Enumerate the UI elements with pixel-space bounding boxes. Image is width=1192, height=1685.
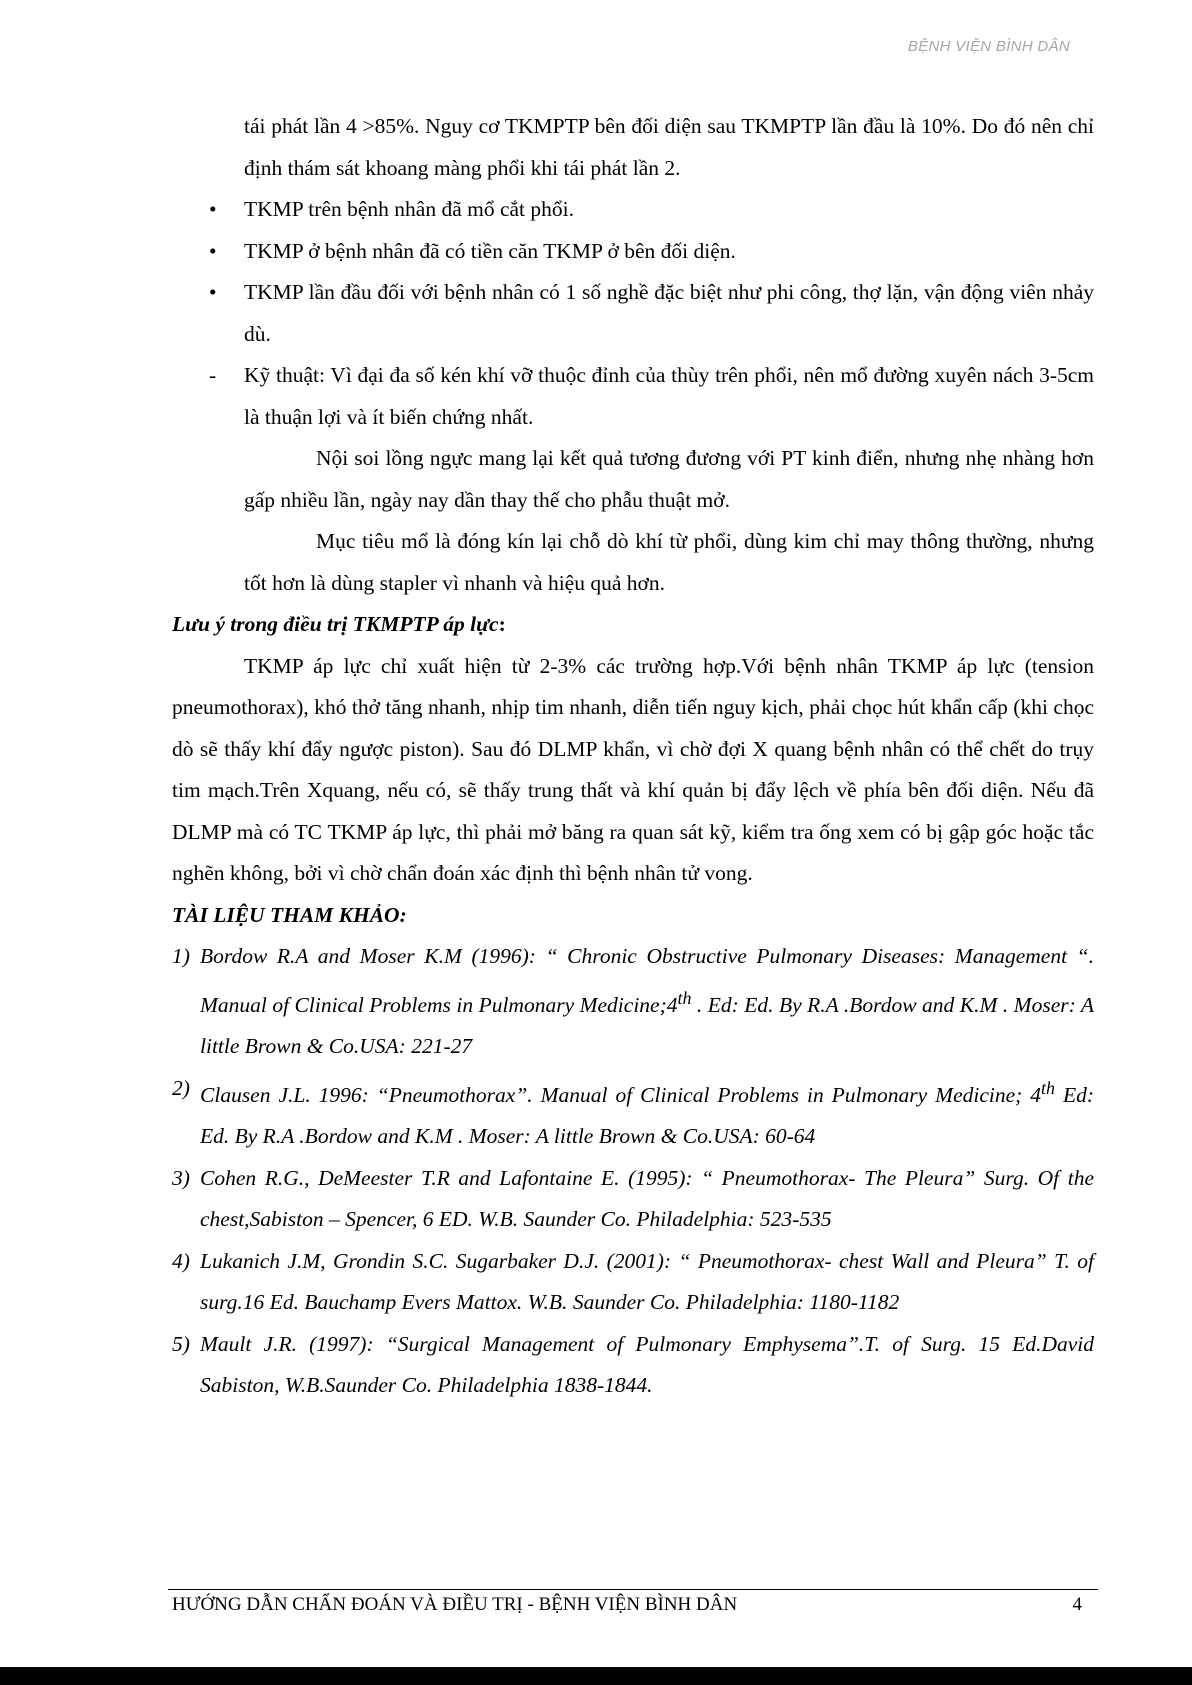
reference-text: Mault J.R. (1997): “Surgical Management of Pulmonary Emphysema”.T. of Surg. 15 Ed.David Sabiston, W.B.Saunder Co. Philadelphia 1838-1844.	[200, 1331, 1094, 1398]
bullet-text: TKMP ở bệnh nhân đã có tiền căn TKMP ở bên đối diện.	[244, 238, 736, 263]
bullet-icon: •	[209, 238, 217, 263]
reference-sup: th	[677, 987, 692, 1008]
note-body: TKMP áp lực chỉ xuất hiện từ 2-3% các trường hợp.Với bệnh nhân TKMP áp lực (tension pneumothorax), khó thở tăng nhanh, nhịp tim nhanh, diễn tiến nguy kịch, phải chọc hút khẩn cấp (khi chọc dò sẽ thấy khí đẩy ngược piston). Sau đó DLMP khẩn, vì chờ đợi X quang bệnh nhân có thể chết do trụy tim mạch.Trên Xquang, nếu có, sẽ thấy trung thất và khí quản bị đẩy lệch về phía bên đối diện. Nếu đã DLMP mà có TC TKMP áp lực, thì phải mở băng ra quan sát kỹ, kiểm tra ống xem có bị gập góc hoặc tắc nghẽn không, bởi vì chờ chẩn đoán xác định thì bệnh nhân tử vong.	[172, 653, 1094, 885]
bullet-icon: •	[209, 280, 217, 304]
reference-number: 5)	[172, 1331, 190, 1356]
technique-paragraph-1: Nội soi lồng ngực mang lại kết quả tương đương với PT kinh điển, nhưng nhẹ nhàng hơn gấp nhiều lần, ngày nay dần thay thế cho phẫu thuật mở.	[244, 446, 1094, 512]
page-number: 4	[1072, 1594, 1082, 1615]
bullet-text: TKMP trên bệnh nhân đã mổ cắt phổi.	[244, 197, 574, 221]
reference-number: 1)	[172, 944, 190, 968]
reference-item	[172, 1068, 1094, 1158]
reference-item	[172, 1324, 1094, 1407]
page-header: BỆNH VIỆN BÌNH DÂN	[907, 38, 1070, 55]
note-heading-text: Lưu ý trong điều trị TKMPTP áp lực	[172, 612, 499, 636]
footer-divider	[168, 1589, 1098, 1590]
reference-number: 2)	[172, 1075, 190, 1100]
note-heading	[172, 604, 1094, 646]
technique-text: Kỹ thuật: Vì đại đa số kén khí vỡ thuộc đỉnh của thùy trên phổi, nên mổ đường xuyên nách 3-5cm là thuận lợi và ít biến chứng nhất.	[244, 363, 1094, 429]
technique-item	[172, 355, 1094, 438]
reference-text-tail: . Ed: Ed. By R.A .Bordow and K.M . Moser: A little Brown & Co.USA: 221-27	[200, 992, 1094, 1059]
reference-text-main: Bordow R.A and Moser K.M (1996): “ Chronic Obstructive Pulmonary Diseases: Management “. Manual of Clinical Problems in Pulmonary Medicine;4	[200, 944, 1094, 1017]
references-heading: TÀI LIỆU THAM KHẢO:	[172, 902, 407, 927]
reference-item	[172, 1158, 1094, 1241]
page-footer	[172, 1594, 1082, 1616]
reference-text	[200, 1068, 1094, 1158]
reference-number: 4)	[172, 1248, 190, 1273]
reference-text: Lukanich J.M, Grondin S.C. Sugarbaker D.J. (2001): “ Pneumothorax- chest Wall and Pleura” T. of surg.16 Ed. Bauchamp Evers Mattox. W.B. Saunder Co. Philadelphia: 1180-1182	[200, 1248, 1094, 1315]
note-heading-colon: :	[498, 612, 506, 636]
footer-title: HƯỚNG DẪN CHẨN ĐOÁN VÀ ĐIỀU TRỊ - BỆNH VIỆN BÌNH DÂN	[172, 1594, 738, 1615]
bullet-icon: •	[209, 197, 217, 221]
reference-text	[200, 936, 1094, 1068]
reference-item	[172, 1241, 1094, 1324]
reference-text-main: Clausen J.L. 1996: “Pneumothorax”. Manual of Clinical Problems in Pulmonary Medicine; 4	[200, 1082, 1042, 1107]
bullet-item	[172, 272, 1094, 355]
bullet-item	[172, 189, 1094, 231]
bottom-bar	[0, 1667, 1192, 1685]
reference-sup: th	[1041, 1077, 1055, 1098]
reference-item	[172, 936, 1094, 1068]
dash-marker: -	[209, 363, 217, 387]
reference-text-tail: Ed: Ed. By R.A .Bordow and K.M . Moser: A little Brown & Co.USA: 60-64	[200, 1082, 1094, 1149]
technique-paragraph-2: Mục tiêu mổ là đóng kín lại chỗ dò khí từ phổi, dùng kim chỉ may thông thường, nhưng tốt hơn là dùng stapler vì nhanh và hiệu quả hơn.	[244, 529, 1094, 595]
reference-text: Cohen R.G., DeMeester T.R and Lafontaine E. (1995): “ Pneumothorax- The Pleura” Surg. Of the chest,Sabiston – Spencer, 6 ED. W.B. Saunder Co. Philadelphia: 523-535	[200, 1165, 1094, 1232]
reference-number: 3)	[172, 1165, 190, 1190]
bullet-item	[172, 231, 1094, 273]
references-list	[172, 936, 1094, 1407]
page-content	[172, 106, 1094, 1407]
continuation-paragraph: tái phát lần 4 >85%. Nguy cơ TKMPTP bên đối diện sau TKMPTP lần đầu là 10%. Do đó nên chỉ định thám sát khoang màng phổi khi tái phát lần 2.	[244, 114, 1094, 180]
bullet-text: TKMP lần đầu đối với bệnh nhân có 1 số nghề đặc biệt như phi công, thợ lặn, vận động viên nhảy dù.	[244, 280, 1094, 346]
